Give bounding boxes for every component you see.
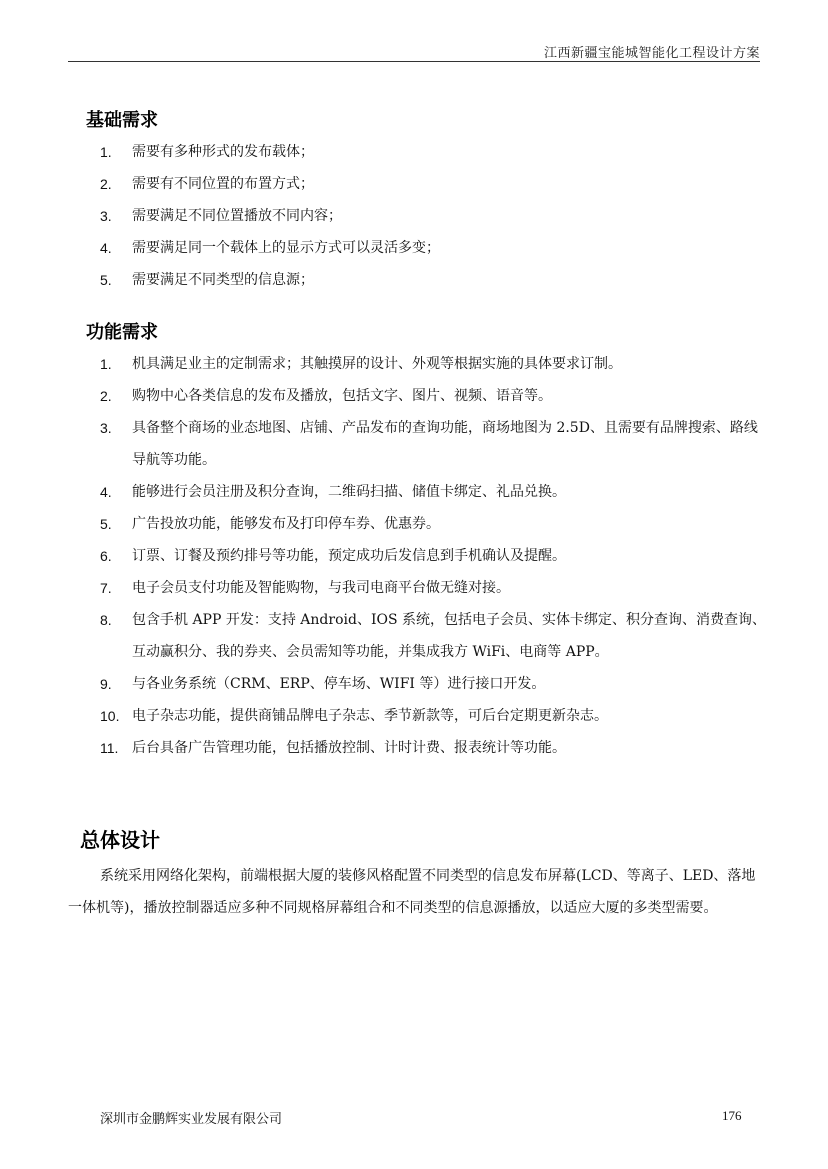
list-item-text: 后台具备广告管理功能，包括播放控制、计时计费、报表统计等功能。	[132, 740, 566, 756]
page-number: 176	[722, 1108, 742, 1123]
list-item	[100, 732, 768, 764]
overall-design-paragraph: 系统采用网络化架构，前端根据大厦的装修风格配置不同类型的信息发布屏幕(LCD、等离子、LED、落地一体机等)，播放控制器适应多种不同规格屏幕组合和不同类型的信息源播放，以适应大厦的多类型需要。	[68, 868, 756, 916]
list-item-text: 与各业务系统（CRM、ERP、停车场、WIFI 等）进行接口开发。	[132, 676, 546, 692]
section-heading-function: 功能需求	[86, 322, 158, 343]
list-number: 10.	[100, 708, 120, 724]
list-number: 7.	[100, 580, 112, 596]
list-item	[100, 668, 768, 700]
list-item	[100, 168, 768, 200]
list-number: 8.	[100, 612, 112, 628]
footer-company: 深圳市金鹏辉实业发展有限公司	[100, 1112, 283, 1127]
list-item	[100, 700, 768, 732]
list-item	[100, 604, 768, 668]
list-item-text: 购物中心各类信息的发布及播放，包括文字、图片、视频、语音等。	[132, 388, 552, 404]
list-item-text: 电子杂志功能，提供商铺品牌电子杂志、季节新款等，可后台定期更新杂志。	[132, 708, 608, 724]
list-number: 4.	[100, 484, 112, 500]
list-number: 11.	[100, 740, 119, 756]
list-item-text: 需要有不同位置的布置方式；	[132, 176, 314, 192]
list-item-text: 电子会员支付功能及智能购物，与我司电商平台做无缝对接。	[132, 580, 510, 596]
list-item	[100, 200, 768, 232]
list-item-text: 具备整个商场的业态地图、店铺、产品发布的查询功能，商场地图为 2.5D、且需要有品牌搜索、路线导航等功能。	[132, 420, 758, 468]
list-number: 1.	[100, 144, 112, 160]
basic-requirements-list	[100, 136, 768, 296]
list-number: 3.	[100, 420, 112, 436]
list-item	[100, 380, 768, 412]
list-item	[100, 476, 768, 508]
list-item	[100, 264, 768, 296]
list-number: 1.	[100, 356, 112, 372]
list-item	[100, 572, 768, 604]
list-item-text: 需要满足同一个载体上的显示方式可以灵活多变；	[132, 240, 440, 256]
section-heading-overall: 总体设计	[80, 828, 160, 852]
list-item	[100, 540, 768, 572]
list-number: 2.	[100, 176, 112, 192]
list-item-text: 包含手机 APP 开发：支持 Android、IOS 系统，包括电子会员、实体卡绑定、积分查询、消费查询、互动赢积分、我的券夹、会员需知等功能，并集成我方 WiFi、电商等 APP。	[132, 612, 766, 660]
section-heading-basic: 基础需求	[86, 110, 158, 131]
list-item-text: 能够进行会员注册及积分查询，二维码扫描、储值卡绑定、礼品兑换。	[132, 484, 566, 500]
list-number: 5.	[100, 272, 112, 288]
list-item-text: 订票、订餐及预约排号等功能，预定成功后发信息到手机确认及提醒。	[132, 548, 566, 564]
header-rule	[68, 61, 760, 62]
list-item-text: 需要有多种形式的发布载体；	[132, 144, 314, 160]
list-item	[100, 232, 768, 264]
list-item-text: 需要满足不同类型的信息源；	[132, 272, 314, 288]
list-item	[100, 348, 768, 380]
header-title: 江西新疆宝能城智能化工程设计方案	[543, 46, 760, 61]
list-number: 5.	[100, 516, 112, 532]
list-item	[100, 412, 768, 476]
list-item	[100, 508, 768, 540]
list-number: 4.	[100, 240, 112, 256]
list-number: 3.	[100, 208, 112, 224]
list-number: 2.	[100, 388, 112, 404]
list-number: 6.	[100, 548, 112, 564]
function-requirements-list	[100, 348, 768, 764]
list-number: 9.	[100, 676, 112, 692]
list-item-text: 机具满足业主的定制需求；其触摸屏的设计、外观等根据实施的具体要求订制。	[132, 356, 622, 372]
list-item-text: 需要满足不同位置播放不同内容；	[132, 208, 342, 224]
list-item	[100, 136, 768, 168]
list-item-text: 广告投放功能，能够发布及打印停车券、优惠券。	[132, 516, 440, 532]
